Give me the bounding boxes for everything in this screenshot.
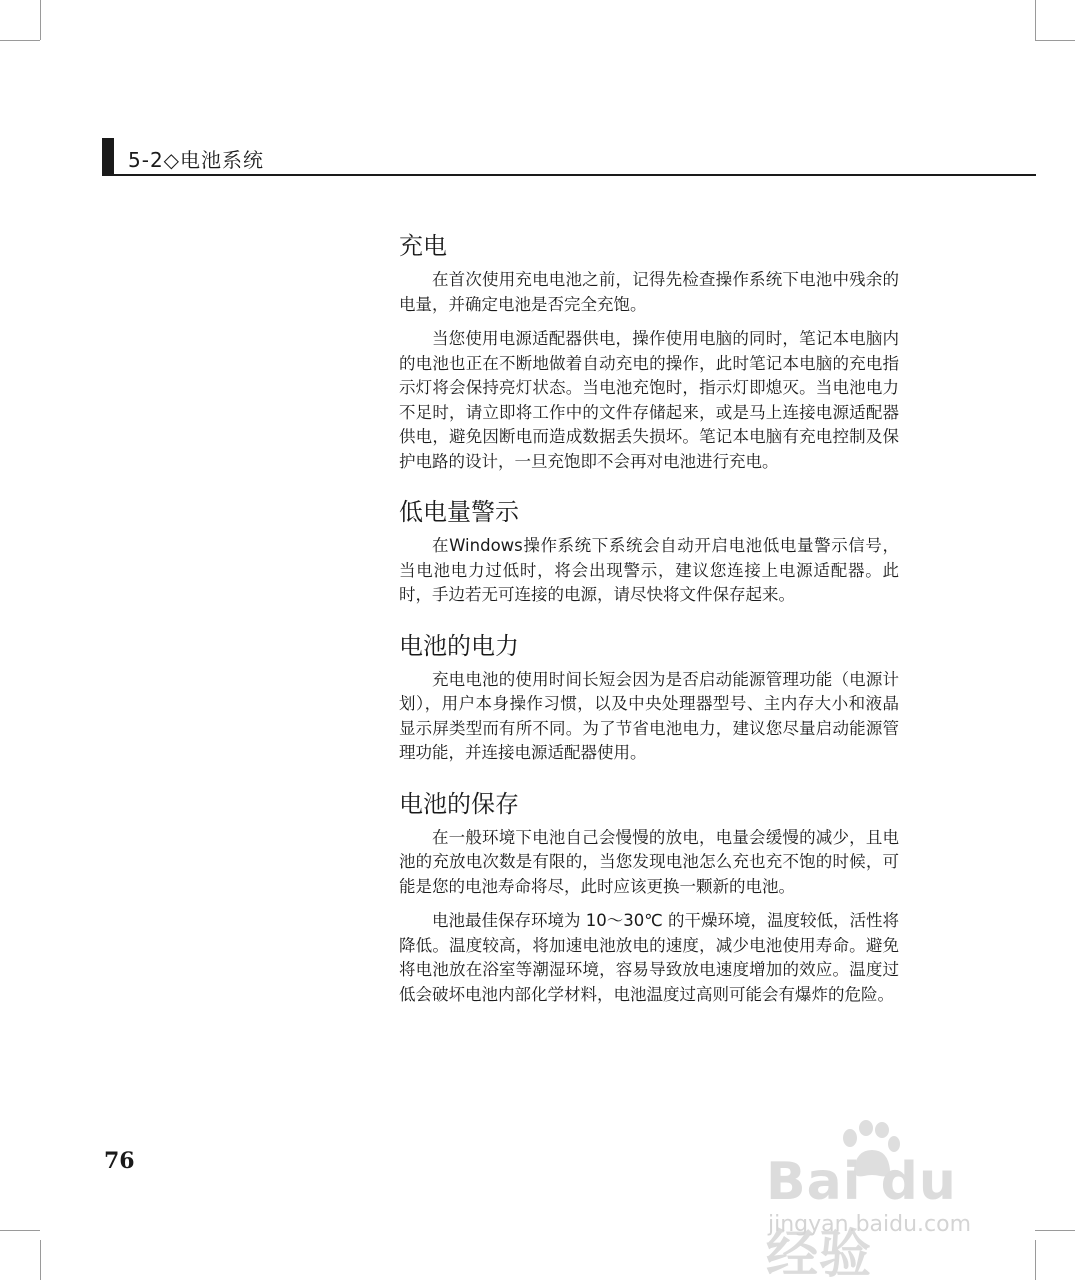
paragraph: 在Windows操作系统下系统会自动开启电池低电量警示信号，当电池电力过低时，将会出现警示，建议您连接上电源适配器。此时，手边若无可连接的电源，请尽快将文件保存起来。 <box>399 536 899 604</box>
crop-mark <box>40 0 41 40</box>
header-rule <box>102 174 1036 176</box>
page-number: 76 <box>104 1148 135 1174</box>
section-title: 充电 <box>399 232 447 260</box>
section-battery-storage <box>399 788 899 1008</box>
section-charging <box>399 230 899 474</box>
chapter-header: 5-2◇电池系统 <box>128 148 265 172</box>
watermark-url: jingyan.baidu.com <box>768 1212 972 1237</box>
section-battery-power <box>399 630 899 766</box>
crop-mark <box>1035 1240 1036 1280</box>
paragraph: 在一般环境下电池自己会慢慢的放电，电量会缓慢的减少，且电池的充放电次数是有限的，当您发现电池怎么充也充不饱的时候，可能是您的电池寿命将尽，此时应该更换一颗新的电池。 <box>399 827 899 896</box>
paragraph: 电池最佳保存环境为 10～30℃ 的干燥环境，温度较低，活性将降低。温度较高，将加速电池放电的速度，减少电池使用寿命。避免将电池放在浴室等潮湿环境，容易导致放电速度增加的效应。温度过低会破坏电池内部化学材料，电池温度过高则可能会有爆炸的危险。 <box>399 911 900 1004</box>
crop-mark <box>40 1240 41 1280</box>
paragraph: 在首次使用充电电池之前，记得先检查操作系统下电池中残余的电量，并确定电池是否完全充饱。 <box>399 270 899 314</box>
crop-mark <box>1035 1230 1075 1231</box>
crop-mark <box>1035 40 1075 41</box>
crop-mark <box>0 1230 40 1231</box>
header-marker-bar <box>102 138 114 176</box>
baidu-jingyan-watermark <box>760 1120 1020 1285</box>
watermark-logo-text: Bai du 经验 <box>766 1152 957 1285</box>
section-title: 电池的电力 <box>399 631 519 660</box>
paragraph: 充电电池的使用时间长短会因为是否启动能源管理功能（电源计划），用户本身操作习惯，以及中央处理器型号、主内存大小和液晶显示屏类型而有所不同。为了节省电池电力，建议您尽量启动能源管理功能，并连接电源适配器使用。 <box>399 669 899 762</box>
section-low-battery-warning <box>399 496 899 608</box>
section-title: 低电量警示 <box>399 498 519 526</box>
crop-mark <box>1035 0 1036 40</box>
main-content <box>399 230 899 1029</box>
paragraph: 当您使用电源适配器供电，操作使用电脑的同时，笔记本电脑内的电池也正在不断地做着自动充电的操作，此时笔记本电脑的充电指示灯将会保持亮灯状态。当电池充饱时，指示灯即熄灭。当电池电力不足时，请立即将工作中的文件存储起来，或是马上连接电源适配器供电，避免因断电而造成数据丢失损坏。笔记本电脑有充电控制及保护电路的设计，一旦充饱即不会再对电池进行充电。 <box>399 329 899 471</box>
section-title: 电池的保存 <box>399 789 519 818</box>
crop-mark <box>0 40 40 41</box>
